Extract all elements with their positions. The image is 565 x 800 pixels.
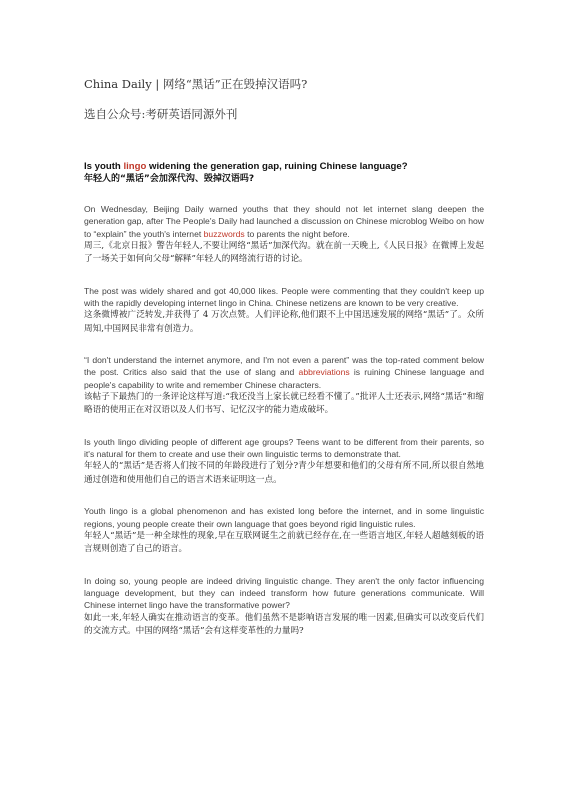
- highlighted-word: lingo: [123, 161, 147, 172]
- title-text: widening the generation gap, ruining Chinese language?: [146, 161, 408, 172]
- paragraph-zh: 周三,《北京日报》警告年轻人,不要让网络“黑话”加深代沟。就在前一天晚上,《人民日报》在微博上发起了一场关于如何向父母“解释”年轻人的网络流行语的讨论。: [84, 240, 484, 265]
- paragraph-text: On Wednesday, Beijing Daily warned youths that they should not let internet slang deepen the generation gap, after The People's Daily had launched a discussion on Chinese microblog Weibo on how to “explain” the youth's internet: [84, 204, 484, 239]
- paragraph-text: to parents the night before.: [244, 228, 350, 239]
- paragraph-4: [84, 436, 484, 487]
- paragraph-2: [84, 285, 484, 336]
- paragraph-zh: 这条微博被广泛转发,并获得了 4 万次点赞。人们评论称,他们跟不上中国迅速发展的网络“黑话”了。众所周知,中国网民非常有创造力。: [84, 310, 484, 334]
- paragraph-en: In doing so, young people are indeed driving linguistic change. They aren't the only factor influencing language development, but they can indeed transform how future generations communicate. Will Chinese internet lingo have the transformative power?: [84, 575, 484, 611]
- paragraph-5: [84, 505, 484, 556]
- paragraph-zh: 该帖子下最热门的一条评论这样写道:“我还没当上家长就已经看不懂了。”批评人士还表示,网络“黑话”和缩略语的使用正在对汉语以及人们书写、记忆汉字的能力造成破坏。: [84, 392, 484, 416]
- paragraph-en: The post was widely shared and got 40,000 likes. People were commenting that they couldn't keep up with the rapidly developing internet lingo in China. Chinese netizens are known to be very creative.: [84, 285, 484, 308]
- paragraph-zh: 如此一来,年轻人确实在推动语言的变革。他们虽然不是影响语言发展的唯一因素,但确实可以改变后代们的交流方式。中国的网络“黑话”会有这样变革性的力量吗?: [84, 612, 484, 636]
- article-body: [84, 160, 484, 656]
- paragraph-zh: 年轻人的“黑话”是否将人们按不同的年龄段进行了划分?青少年想要和他们的父母有所不同,所以很自然地通过创造和使用他们自己的语言术语来证明这一点。: [84, 461, 484, 485]
- article-title-en: [84, 160, 484, 173]
- source-subheader: 选自公众号:考研英语同源外刊: [84, 107, 238, 121]
- title-text: Is youth: [84, 161, 124, 172]
- paragraph-en: [84, 354, 484, 391]
- paragraph-3: [84, 354, 484, 418]
- paragraph-en: [84, 203, 484, 240]
- paragraph-6: [84, 575, 484, 639]
- paragraph-1: [84, 203, 484, 267]
- paragraph-zh: 年轻人“黑话”是一种全球性的现象,早在互联网诞生之前就已经存在,在一些语言地区,年轻人超越刻板的语言规则创造了自己的语言。: [84, 530, 484, 555]
- paragraph-text: “I don't understand the internet anymore, and I'm not even a parent” was the top-rated comment below the post. Critics also said that the use of slang and: [84, 355, 484, 378]
- source-header: China Daily | 网络“黑话”正在毁掉汉语吗?: [84, 77, 308, 91]
- highlighted-word: buzzwords: [203, 228, 245, 239]
- highlighted-word: abbreviations: [298, 367, 350, 378]
- paragraph-en: Is youth lingo dividing people of different age groups? Teens want to be different from their parents, so it's natural for them to create and use their own linguistic terms to demonstrate that.: [84, 436, 484, 460]
- paragraph-en: Youth lingo is a global phenomenon and has existed long before the internet, and in some linguistic regions, young people create their own language that goes beyond rigid linguistic rules.: [84, 506, 484, 529]
- paragraph-text: is ruining Chinese language and people's capability to write and remember Chinese characters.: [84, 367, 484, 390]
- article-title-zh: 年轻人的“黑话”会加深代沟、毁掉汉语吗?: [84, 174, 255, 184]
